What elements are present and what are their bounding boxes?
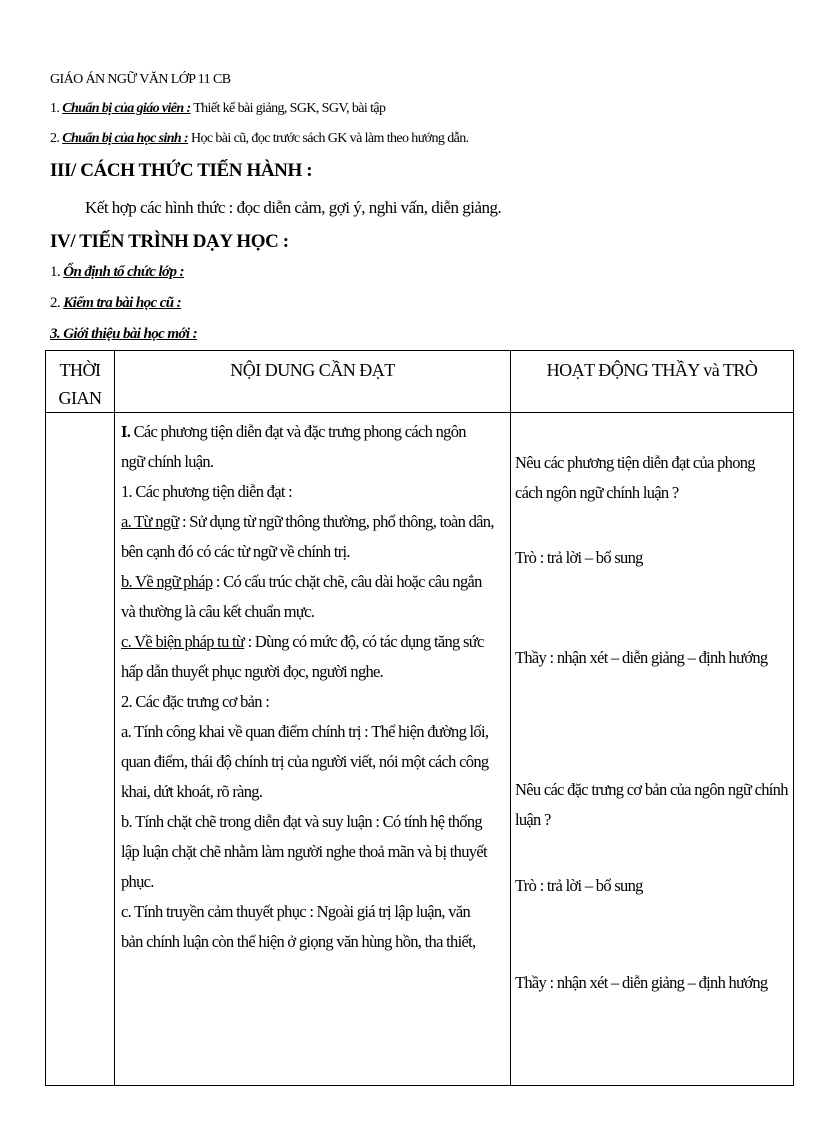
activity-teacher-2: Thầy : nhận xét – diễn giảng – định hướng [515, 973, 768, 992]
time-cell [46, 413, 115, 1086]
table-row [46, 413, 794, 1086]
document-header-title: GIÁO ÁN NGỮ VĂN LỚP 11 CB [50, 72, 231, 87]
term-ngu-phap: b. Về ngữ pháp [121, 572, 213, 591]
step3-label: 3. Giới thiệu bài học mới : [50, 326, 197, 342]
prep-student-label: Chuẩn bị của học sinh : [62, 131, 189, 146]
col-header-content: NỘI DUNG CẦN ĐẠT [115, 351, 511, 413]
table-header-row [46, 351, 794, 413]
section3-text: Kết hợp các hình thức : đọc diễn cảm, gợi ý, nghi vấn, diễn giảng. [85, 198, 502, 217]
step2-label: Kiểm tra bài học cũ : [63, 295, 182, 311]
prep-teacher-label: Chuẩn bị của giáo viên : [62, 101, 191, 116]
activity-cell [511, 413, 794, 1086]
step1-line [50, 264, 184, 281]
prep-student-text: Học bài cũ, đọc trước sách GK và làm theo hướng dẫn. [188, 131, 469, 146]
lesson-table [45, 350, 794, 1086]
section4-title: IV/ TIẾN TRÌNH DẠY HỌC : [50, 231, 289, 252]
step2-num: 2. [50, 295, 61, 311]
activity-question-1: Nêu các phương tiện diễn đạt của phong cách ngôn ngữ chính luận ? [515, 453, 755, 502]
term-bien-phap-tu-tu: Về biện pháp tu từ [134, 632, 245, 651]
activity-response-1: Trò : trả lời – bổ sung [515, 548, 643, 567]
content-sec1: I. Các phương tiện diễn đạt và đặc trưng phong cách ngôn ngữ chính luận. 1. Các phương tiện diễn đạt : a. Từ ngữ : Sử dụng từ ngữ thông thường, phổ thông, toàn dân, bên cạnh đó có các từ ngữ về chính trị. b. Về ngữ pháp : Có cấu trúc chặt chẽ, câu dài hoặc câu ngắn và thường là câu kết chuẩn mực. c. Về biện pháp tu từ : Dùng có mức độ, có tác dụng tăng sức hấp dẫn thuyết phục người đọc, người nghe. 2. Các đặc trưng cơ bản : a. Tính công khai về quan điểm chính trị : Thể hiện đường lối, quan điểm, thái độ chính trị của người viết, nói một cách công khai, dứt khoát, rõ ràng. b. Tính chặt chẽ trong diễn đạt và suy luận : Có tính hệ thống lập luận chặt chẽ nhằm làm người nghe thoả mãn và bị thuyết phục. c. Tính truyền cảm thuyết phục : Ngoài giá trị lập luận, văn bản chính luận còn thể hiện ở giọng văn hùng hồn, tha thiết, [121, 422, 494, 951]
prep-teacher-line [50, 101, 385, 117]
col-header-time: THỜI GIAN [46, 351, 115, 413]
activity-question-2: Nêu các đặc trưng cơ bản của ngôn ngữ chính luận ? [515, 780, 788, 829]
activity-teacher-1: Thầy : nhận xét – diễn giảng – định hướng [515, 648, 768, 667]
term-tu-ngu: a. Từ ngữ [121, 512, 179, 531]
prep-student-num: 2. [50, 131, 60, 146]
activity-response-2: Trò : trả lời – bổ sung [515, 876, 643, 895]
section3-title: III/ CÁCH THỨC TIẾN HÀNH : [50, 160, 313, 181]
step1-num: 1. [50, 264, 61, 280]
step1-label: Ổn định tổ chức lớp : [63, 264, 184, 280]
prep-teacher-num: 1. [50, 101, 60, 116]
col-header-activity: HOẠT ĐỘNG THẦY và TRÒ [511, 351, 794, 413]
prep-student-line [50, 131, 469, 147]
step3-line [50, 326, 197, 343]
step2-line [50, 295, 181, 312]
content-cell [115, 413, 511, 1086]
prep-teacher-text: Thiết kế bài giảng, SGK, SGV, bài tập [190, 101, 386, 116]
